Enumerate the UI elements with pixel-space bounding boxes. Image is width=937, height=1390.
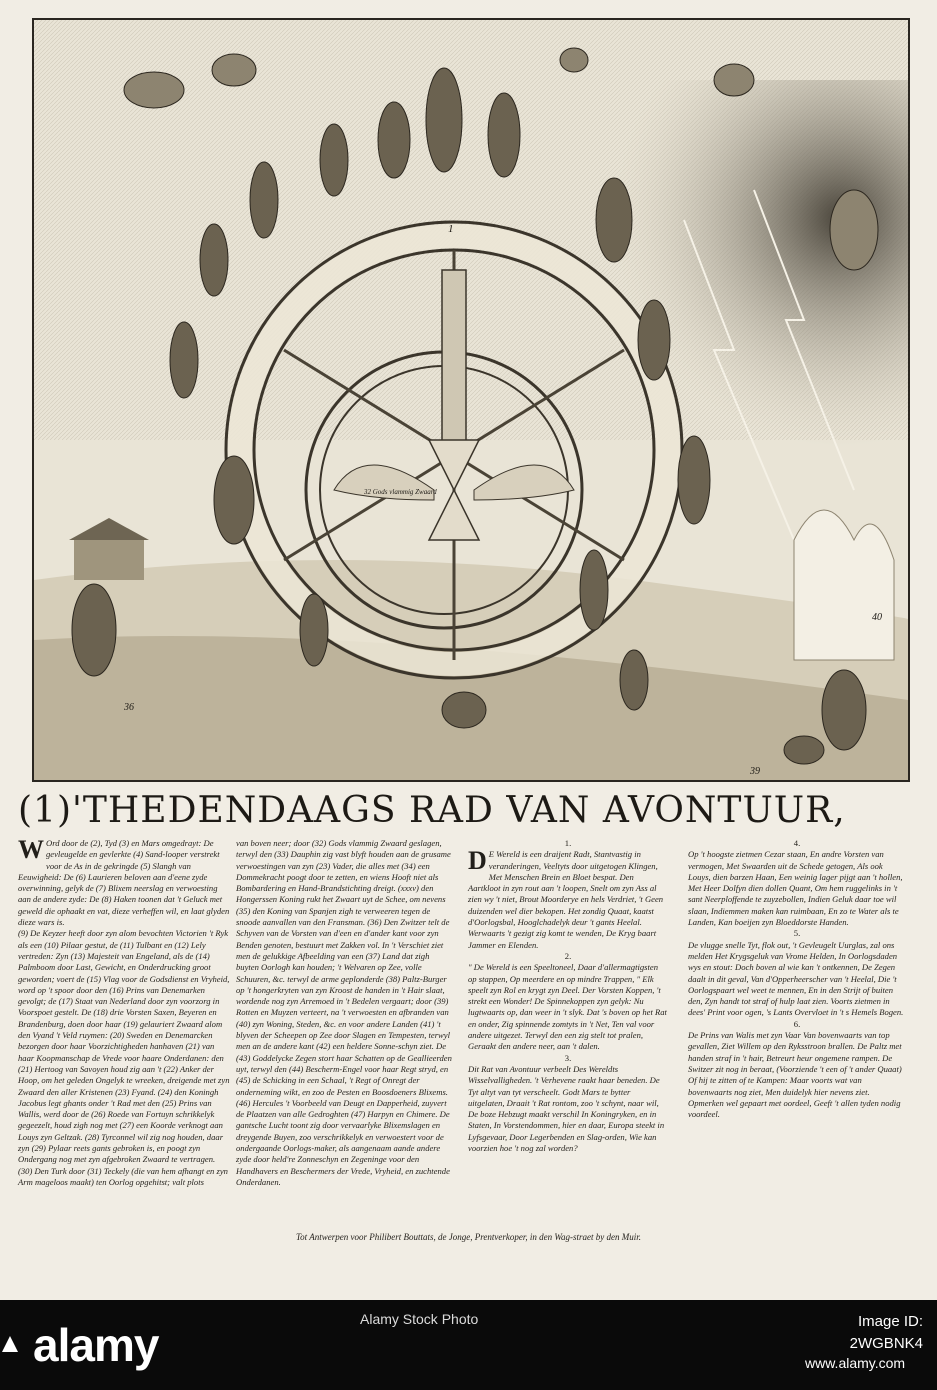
watermark-site: www.alamy.com <box>805 1355 906 1371</box>
flying-angel <box>124 72 184 108</box>
central-pillar <box>442 270 466 450</box>
text-column-4 <box>688 838 906 1120</box>
stanza-number: 2. <box>564 950 572 961</box>
label-36: 36 <box>124 702 134 713</box>
paragraph: van boven neer; door (32) Gods vlammig Zwaard geslagen, terwyl den (33) Dauphin zig vast blyft houden aan de grusame verwoestingen van zyn (23) Vader, die alles met (34) een Dommekracht poogt door te zetten, en wiens Hooft niet als Bombardering en Hand-Brandstichting dreigt. (xxxv) den Hongerssen Koning rukt het Zwaart uyt de Schee, om nevens (35) den Koning van Spanjen zigh te verweeren tegen de snoode aanvallen van den Fransman. (36) Den Zwitzer telt de Schyven van de Vorsten van d'een en d'ander kant voor zyn Benden genoten, bestuurt met Zakken vol. In 't Verschiet ziet men de gelukkige Afbeelding van een (37) Land dat zigh buyten Oorlogh kan houden; 't Welvaren op Zee, volle Schuuren, &c. terwyl de arme geplonderde (38) Paltz-Burger op 't hongerkryten van zyn Kroost de handen in 't Hair slaat, wordende nog zyn Arremoed in 't Bedelen vergaart; door (39) Rotten en Muyzen verteert, na 't verwoesten en afbranden van (40) zyn Woning, Steden, &c. en voor andere Landen (41) 't blyven der Scheepen op Zee door Slagen en Tempesten, terwyl men an de andere kant (42) een heldere Sonne-schyn ziet. De (43) Goddelycke Zegen stort haar Schatten op de Geallieerden uyt, terwyl den (44) Bescherm-Engel voor haar Regt stryd, en (45) de Schicking in een Schaal, 't Regt of Onregt der onderneming wikt, en zoo de Pesten en Boosdoeners Blixems. (46) Hercules 't Voorbeeld van Deugt en Dapperheid, zuyvert de Plaatzen van alle Gedroghten (47) Harpyn en Chimere. De gantsche Lucht toont zig door vervaarlyke Blixemslagen en dreygende Buyen, zoo verschrikkelyk en verwoestert voor de ondergaande Oorlogs-maker, als aangenaam aande andere zyde door held're Zonneschyn en Zegeninge voor den Handhavers en Beschermers der Vrede, Vryheid, en zuchtende Onderdanen. <box>236 838 452 1187</box>
stanza-number: 1. <box>564 838 572 848</box>
farmhouse <box>74 540 144 580</box>
label-40: 40 <box>872 612 882 623</box>
stanza: E Wereld is een draijent Radt, Stantvastig in veranderingen, Veeltyts door uitgetogen Klingen, Met Menschen Brein en Bloet bespat. Den Aartkloot in zyn rout aan 't loopen, Snelt om zyn Ass al zien wy 't niet, Brout Moorderye en hels Verdriet, 't Geen duizenden wel dier bekopen. Het zondig Quaat, kaatst d'Oorlogsbal, Hooglchadelyk deur 't gants Heelal. Werwaarts 't gezigt zig komt te wenden, De Kryg baart Jammer en Elenden. <box>468 849 664 950</box>
dropcap: W <box>18 835 44 864</box>
text-column-1 <box>18 835 230 1188</box>
imprint-line: Tot Antwerpen voor Philibert Bouttats, de Jonge, Prentverkoper, in den Wag-straet by den Muir. <box>295 1232 642 1242</box>
dropcap: D <box>468 846 487 876</box>
watermark-brand: alamy <box>33 1319 159 1371</box>
stanza-number: 6. <box>793 1018 801 1029</box>
stanza: Op 't hoogste zietmen Cezar staan, En andre Vorsten van vermogen, Met Swaarden uit de Schede getogen, Als ook Louys, dien barzen Haan, Een weinig lager pijgt aan 't hollen, Met Heer Dolfyn dien dollen Quant, Om hem ruggelinks in 't sant Neerploffende te zuyzebollen, Indien Geluk daar toe wil slaan, Indiemmen maken kan ruimbaan, En zo te Water als te Landen, Kan boeijen zyn Bloeddorste Handen. <box>688 849 903 928</box>
engraving-plate <box>32 18 910 782</box>
wheel-of-fortune-engraving <box>34 20 908 780</box>
alamy-logo-icon <box>0 1330 30 1360</box>
stanza-number: 3. <box>564 1052 572 1063</box>
label-32: 32 Gods vlammig Zwaard <box>364 488 437 496</box>
print-title: (1)'THEDENDAAGS RAD VAN AVONTUUR, <box>18 790 846 831</box>
stanza: " De Wereld is een Speeltoneel, Daar d'allermagtigsten op stappen, Op meerdere en op mindre Trappen, " Elk speelt zyn Rol en krygt zyn Deel. Der Vorsten Koppen, 't strekt een Wonder! De Spinnekoppen zyn gelyk: Nu lugtwaarts op, dan weer in 't slyk. Dat 's boven op het Rat en onder, Zig spinnende zomtyts in 't Net, Ten val voor andere uitgezet. Terwyl den een zig stelt tot pralen, Geraakt den andere neer, aan 't dalen. <box>468 962 667 1052</box>
watermark-side-text: Alamy Stock Photo <box>360 1311 479 1327</box>
paragraph: Ord door de (2), Tyd (3) en Mars omgedrayt: De gevleugelde en gevlerkte (4) Sand-looper verstrekt voor de As in de gekringde (5) Slangh van Eeuwigheid: De (6) Laurieren beloven aan d'eene zyde overwinning, gelyk de (7) Blixem neerslag en verwoesting aan de andere zyde: De (8) Haken toonen dat 't Geluck met geweld die ophaakt en vat, dieze verheffen wil, en laat glyden dieze wars is. <box>18 838 230 928</box>
watermark-image-id: Image ID: 2WGBNK4 <box>849 1313 923 1352</box>
stanza: Dit Rat van Avontuur verbeelt Des Wereldts Wisselvalligheden. 't Verhevene raakt haar beneden. De Tyt altyt van tyt verscheelt. Godt Mars te bytter uitgelaten, Draait 't Rat rontom, zoo 't schynt, naar wil, De boze Hebzugt maakt verschil In Koningryken, en in Staten, In Vorstendommen, hier en daar, Europa steekt in Lyfsgevaar, Door Legerbenden en Slag-orden, Wie kan voorzien hoe 't nog zal worden? <box>468 1063 665 1154</box>
stanza-number: 5. <box>793 928 801 939</box>
paragraph: (9) De Keyzer heeft door zyn alom bevochten Victorien 't Ryk als een (10) Pilaar gestut, de (11) Tulbant en (12) Lely vertreden: Zyn (13) Majesteit van Engeland, als de (14) Palmboom door Last, Gewicht, en Onderdrucking groot geworden; voert de (15) Vlag voor de Godsdienst en Vryheid, word op 't spoor door den (16) Prins van Denemarken gevolgt; de (17) Staat van Nederland door zyn voorzorg in Voorspoet gestelt. De (18) drie Vorsten Saxen, Beyeren en Brandenburg, doen door haar (19) gelauriert Zwaard alom den Vyand 't Veld ruymen: (20) Sweden en Denemarcken bezorgen door haar Voorzichtigheden hanhaven (21) van haar Koopmanschap de Vrede voor haare Onderdanen: den (21) Hertoog van Savoyen houd zig aan 't (22) Anker der Hoop, om het geleden Ongelyk te wreeken, dreigende met zyn Zwaard den aller Kristenen (23) Fyand. (24) den Koningh Jacobus legt ghants onder 't Rad met den (25) Prins van Wallis, werd door de (26) Roede van Fortuyn schrikkelyk gegeezelt, houd zigh nog met (27) een Koorde verknogt aan Louys zyn Geltzak. (28) Tyrconnel wil zig nog houden, daar zyn (29) Pylaar reets gants gebroken is, en poogt zyn Ondergang nog met zyn afgebroken Zwaard te vertragen. (30) Den Turk door (31) Teckely (die van hem afhangt en zyn Arm mageloos maakt) ten Oorlog opgehitst; valt plots <box>18 928 230 1187</box>
text-column-2 <box>236 838 454 1188</box>
wheel-number: 1 <box>448 223 454 235</box>
burning-town <box>794 510 894 660</box>
text-column-3 <box>468 838 668 1154</box>
stanza-number: 4. <box>793 838 801 848</box>
stanza: De Prins van Walis met zyn Vaar Van bovenwaarts van top gevallen, Ziet Willem op den Ryksstroon brallen. De Paltz met handen straf in 't hair, Betreurt heur ongemene rampen. De Switzer zit nog in beraat, (Voorziende 't een of 't ander Quaat) Of hij te zitten of te Kampen: Maar voorts wat van bovenwaarts nog ziet, Men duidelyk hier nevens ziet. Opmerken wel gepaart met oordeel, Geeft 't allen tyden nodig voordeel. <box>688 1030 902 1120</box>
label-39: 39 <box>750 766 760 777</box>
stanza: De vlugge snelle Tyt, flok out, 't Gevleugelt Uurglas, zal ons melden Het Krygsgeluk van Vrome Helden, In Oorlogsdaden wys en stout: Doch boven al wie kan 't ontkennen, De Zegen daalt in dit geval, Van d'Opperheerscher van 't Heelal, Die 't Oorlogspaart wel weet te mennen, En in den Strijt of buiten den, Zyn handt tot straf of hulp laat zien. Voorts zietmen in dees' Print voor ogen, 's Lants Overvloet in 't s Hemels Bogen. <box>688 939 904 1018</box>
